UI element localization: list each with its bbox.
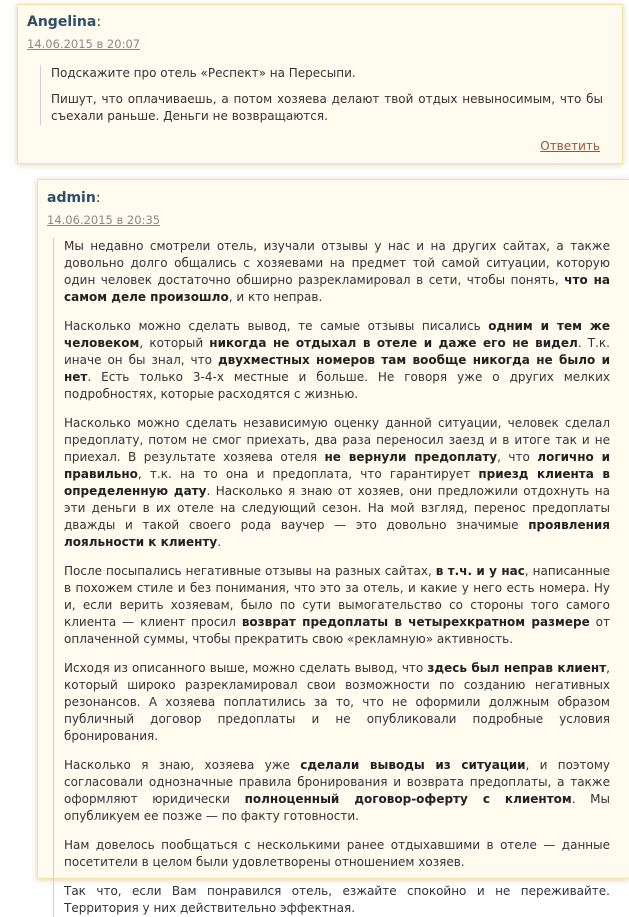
text-run: Мы недавно смотрели отель, изучали отзывы у нас и на других сайтах, а также довольно долго общались с хозяевами на предмет той самой ситуации, которую один человек достаточно обширно разрекламировал в сети, чтобы понять, <box>64 239 610 287</box>
text-run: . Насколько я знаю от хозяев, они предложили отдохнуть на эти деньги в их отеле на следующий сезон. На мой взгляд, перенос предоплаты дважды и такой своего рода ваучер — это довольно значимые <box>64 484 610 532</box>
text-run: . Мы опубликуем ее позже — по факту готовности. <box>64 792 610 823</box>
comment-paragraph <box>64 415 610 551</box>
text-run: Насколько можно сделать вывод, те самые отзывы писались <box>64 319 489 333</box>
bold-text: сделали выводы из ситуации <box>300 758 526 772</box>
comment-paragraph <box>64 660 610 745</box>
text-run: , написанные в похожем стиле и без понимания, что это за отель, и какие у него есть номера. Ну и, если верить хозяевам, было по сути вымогательство со стороны того самого клиента — клиент просил <box>64 564 610 629</box>
reply-link[interactable]: Ответить <box>540 139 600 153</box>
text-run: , что <box>497 450 538 464</box>
comment-paragraph <box>64 757 610 825</box>
text-run: . Есть только 3-4-х местные и больше. Не говоря уже о других мелких подробностях, которые расходятся с жизнью. <box>64 370 610 401</box>
comment-admin <box>37 179 629 915</box>
comment-paragraph <box>64 563 610 648</box>
comment-date-link[interactable]: 14.06.2015 в 20:07 <box>27 37 141 51</box>
comment-date-link[interactable]: 14.06.2015 в 20:35 <box>47 213 161 227</box>
comment-paragraph <box>51 91 603 125</box>
bold-text: одним и тем же человеком <box>64 319 610 350</box>
text-run: Насколько можно сделать независимую оценку данной ситуации, человек сделал предоплату, потом не смог приехать, два раза переносил заезд и в итоге так и не приехал. В результате хозяева отеля <box>64 416 610 464</box>
bold-text: никогда не отдыхал в отеле и даже его не видел <box>209 336 578 350</box>
text-run: , и кто неправ. <box>228 290 323 304</box>
bold-text: здесь был неправ клиент <box>427 661 607 675</box>
comment-author: admin: <box>47 190 101 206</box>
text-run: Нам довелось пообщаться с несколькими ранее отдыхавшими в отеле — данные посетители в целом были удовлетворены отношением хозяев. <box>64 838 610 869</box>
text-run: . Т.к. иначе он бы знал, что <box>64 336 610 367</box>
bold-text: не вернули предоплату <box>324 450 498 464</box>
comment-body <box>53 238 610 917</box>
bold-text: в т.ч. и у нас <box>435 564 525 578</box>
text-run: После посыпались негативные отзывы на разных сайтах, <box>64 564 436 578</box>
text-run: Подскажите про отель «Респект» на Пересыпи. <box>51 66 356 80</box>
text-run: . <box>217 535 222 549</box>
comment-paragraph <box>64 883 610 917</box>
bold-text: полноценный договор-оферту с клиентом <box>244 792 572 806</box>
bold-text: возврат предоплаты в четырехкратном размере <box>241 615 590 629</box>
comment-paragraph <box>64 238 610 306</box>
comment-author: Angelina: <box>27 14 102 30</box>
text-run: , который широко разрекламировал свои возможности по созданию негативных резонансов. А хозяева поплатились за то, что не оформили должным образом публичный договор предоплаты и не опубликовали подробные условия бронирования. <box>64 661 610 743</box>
bold-text: приезд клиента в определенную дату <box>64 467 610 498</box>
text-run: Так что, если Вам понравился отель, езжайте спокойно и не переживайте. Территория у них действительно эффектная. <box>64 884 610 915</box>
comment-angelina <box>17 4 623 164</box>
text-run: Насколько я знаю, хозяева уже <box>64 758 301 772</box>
text-run: Исходя из описанного выше, можно сделать вывод, что <box>64 661 428 675</box>
bold-text: что на самом деле произошло <box>64 273 610 304</box>
text-run: , т.к. на то она и предоплата, что гарантирует <box>137 467 479 481</box>
bold-text: проявления лояльности к клиенту <box>64 518 610 549</box>
text-run: от оплаченной суммы, чтобы прекратить свою «рекламную» активность. <box>64 615 610 646</box>
text-run: , и поэтому согласовали однозначные правила бронирования и возврата предоплаты, а также оформляют юридически <box>64 758 610 806</box>
comment-paragraph <box>64 837 610 871</box>
text-run: , который <box>139 336 210 350</box>
comment-paragraph <box>51 65 603 82</box>
text-run: Пишут, что оплачиваешь, а потом хозяева делают твой отдых невыносимым, что бы съехали раньше. Деньги не возвращаются. <box>51 92 603 123</box>
comment-paragraph <box>64 318 610 403</box>
comment-body <box>40 65 603 125</box>
bold-text: логично и правильно <box>64 450 610 481</box>
bold-text: двухместных номеров там вообще никогда не было и нет <box>64 353 611 384</box>
